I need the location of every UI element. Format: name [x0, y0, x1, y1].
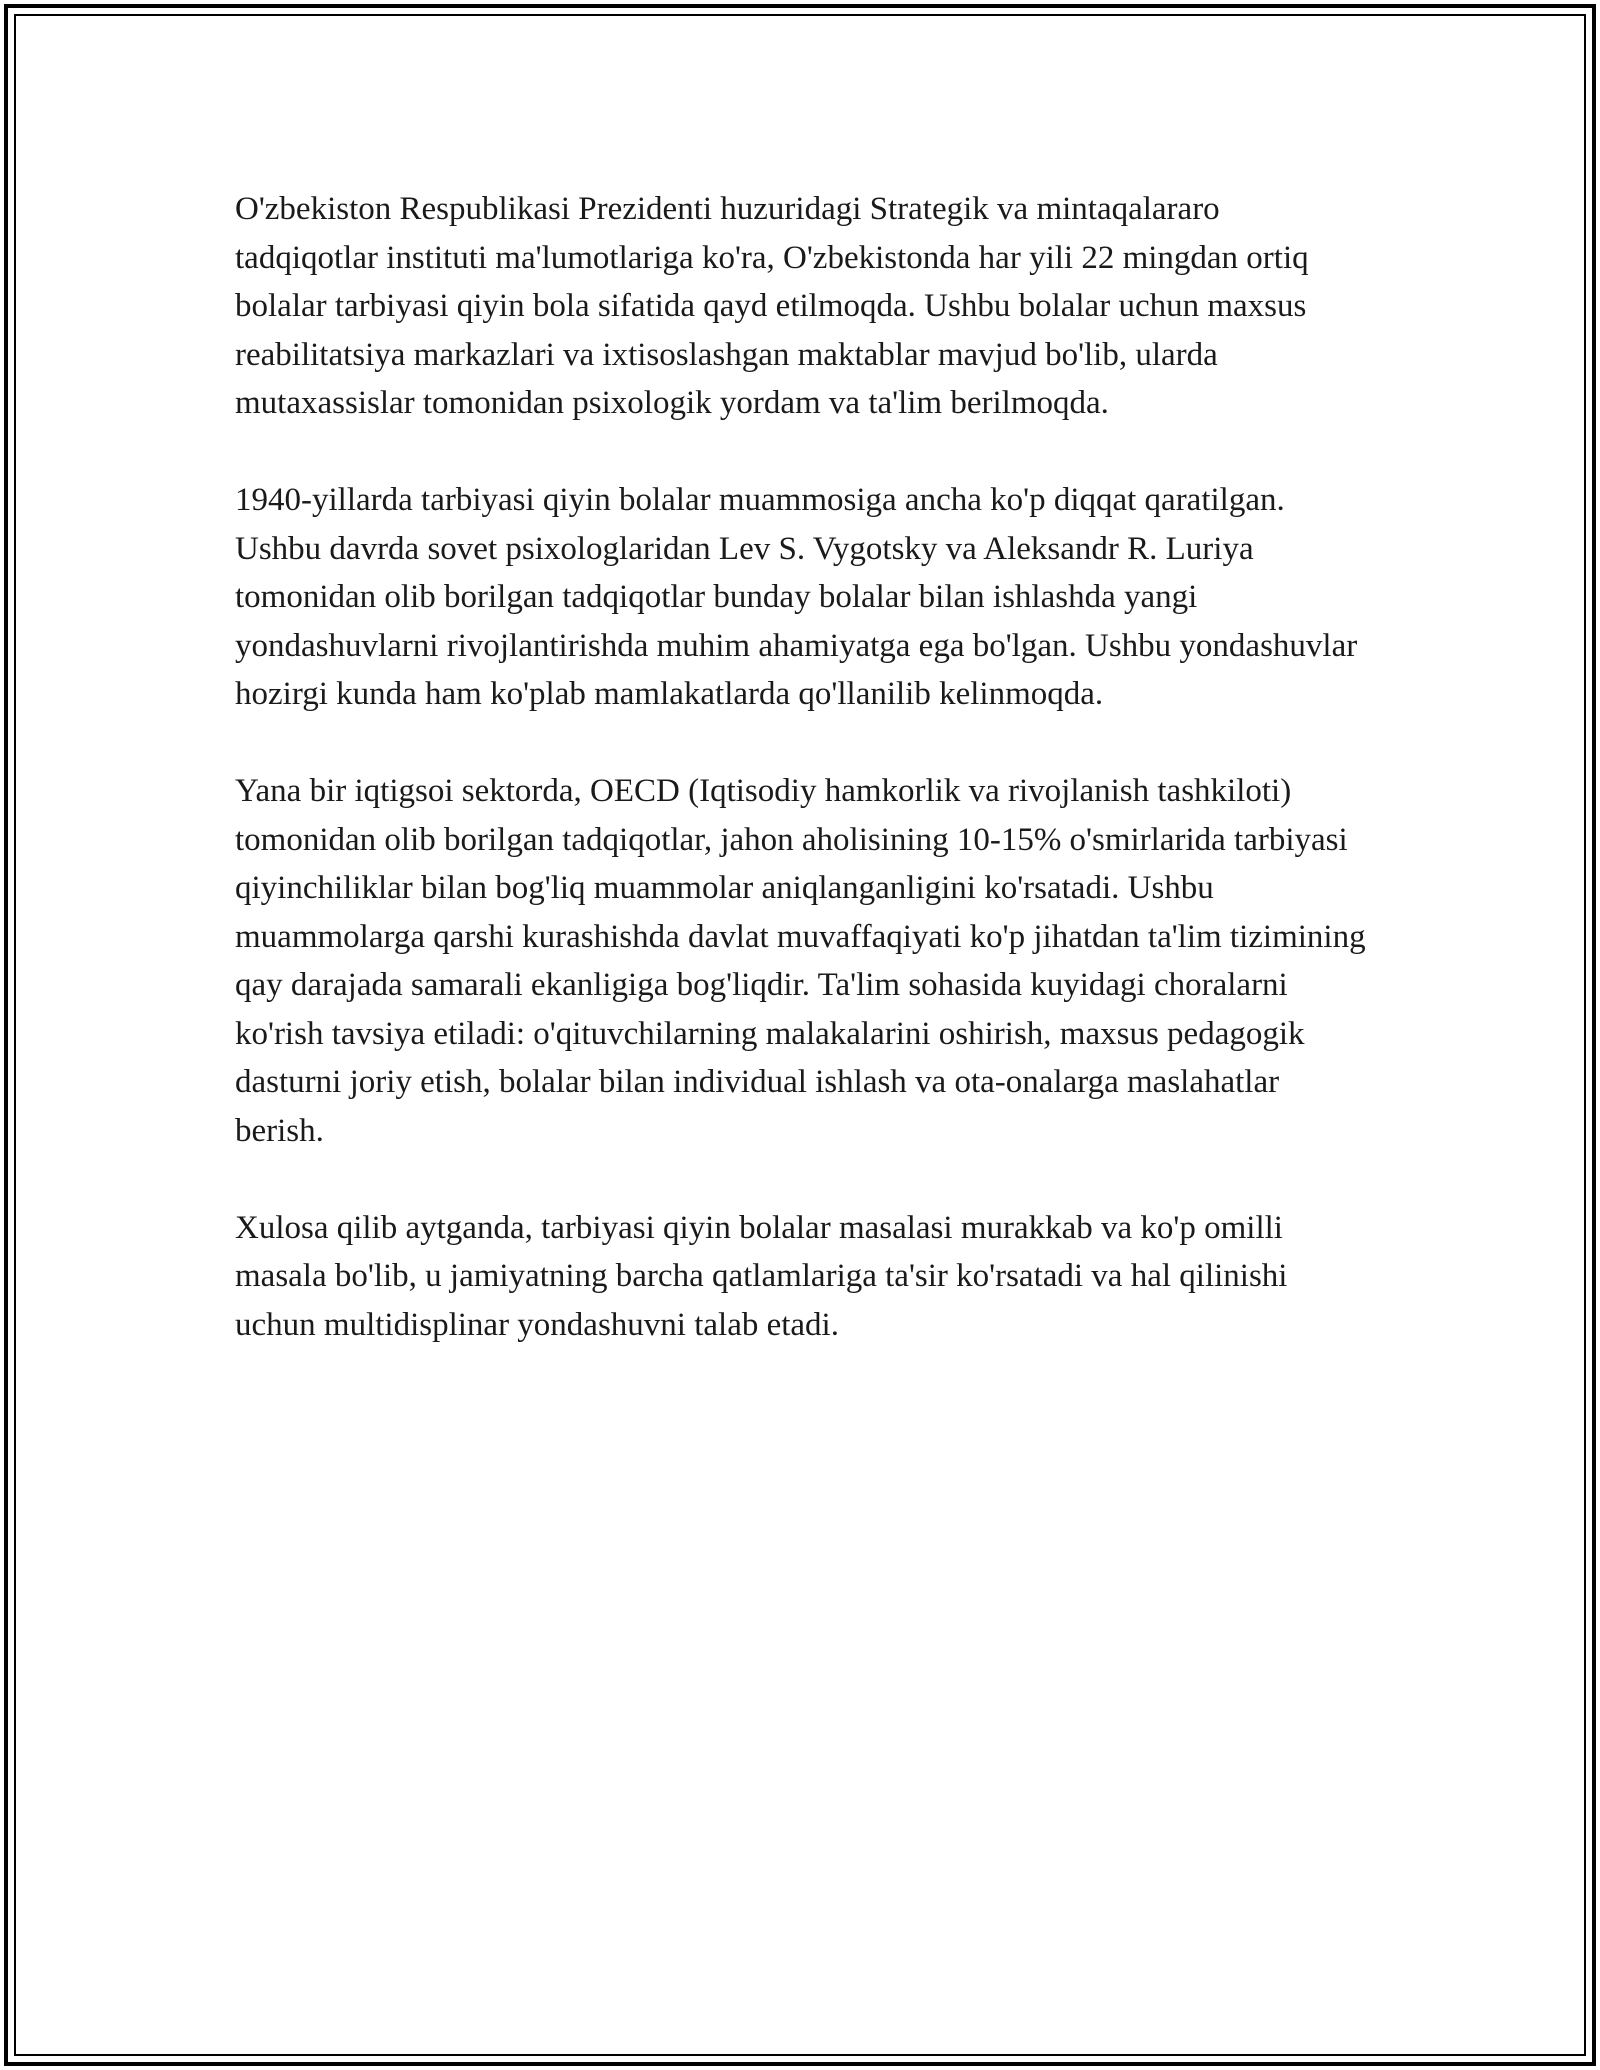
paragraph-2: 1940-yillarda tarbiyasi qiyin bolalar muammosiga ancha ko'p diqqat qaratilgan. Ushbu davrda sovet psixologlaridan Lev S. Vygotsky va Aleksandr R. Luriya tomonidan olib borilgan tadqiqotlar bunday bolalar bilan ishlashda yangi yondashuvlarni rivojlantirishda muhim ahamiyatga ega bo'lgan. Ushbu yondashuvlar hozirgi kunda ham ko'plab mamlakatlarda qo'llanilib kelinmoqda. [235, 482, 1358, 712]
document-body [235, 185, 1370, 1398]
paragraph-3: Yana bir iqtigsoi sektorda, OECD (Iqtisodiy hamkorlik va rivojlanish tashkiloti) tomonidan olib borilgan tadqiqotlar, jahon aholisining 10-15% o'smirlarida tarbiyasi qiyinchiliklar bilan bog'liq muammolar aniqlanganligini ko'rsatadi. Ushbu muammolarga qarshi kurashishda davlat muvaffaqiyati ko'p jihatdan ta'lim tizimining qay darajada samarali ekanligiga bog'liqdir. Ta'lim sohasida kuyidagi choralarni ko'rish tavsiya etiladi: o'qituvchilarning malakalarini oshirish, maxsus pedagogik dasturni joriy etish, bolalar bilan individual ishlash va ota-onalarga maslahatlar berish. [235, 773, 1366, 1149]
paragraph-1: O'zbekiston Respublikasi Prezidenti huzuridagi Strategik va mintaqalararo tadqiqotlar instituti ma'lumotlariga ko'ra, O'zbekistonda har yili 22 mingdan ortiq bolalar tarbiyasi qiyin bola sifatida qayd etilmoqda. Ushbu bolalar uchun maxsus reabilitatsiya markazlari va ixtisoslashgan maktablar mavjud bo'lib, ularda mutaxassislar tomonidan psixologik yordam va ta'lim berilmoqda. [235, 191, 1309, 421]
paragraph-4: Xulosa qilib aytganda, tarbiyasi qiyin bolalar masalasi murakkab va ko'p omilli masala bo'lib, u jamiyatning barcha qatlamlariga ta'sir ko'rsatadi va hal qilinishi uchun multidisplinar yondashuvni talab etadi. [235, 1209, 1288, 1343]
